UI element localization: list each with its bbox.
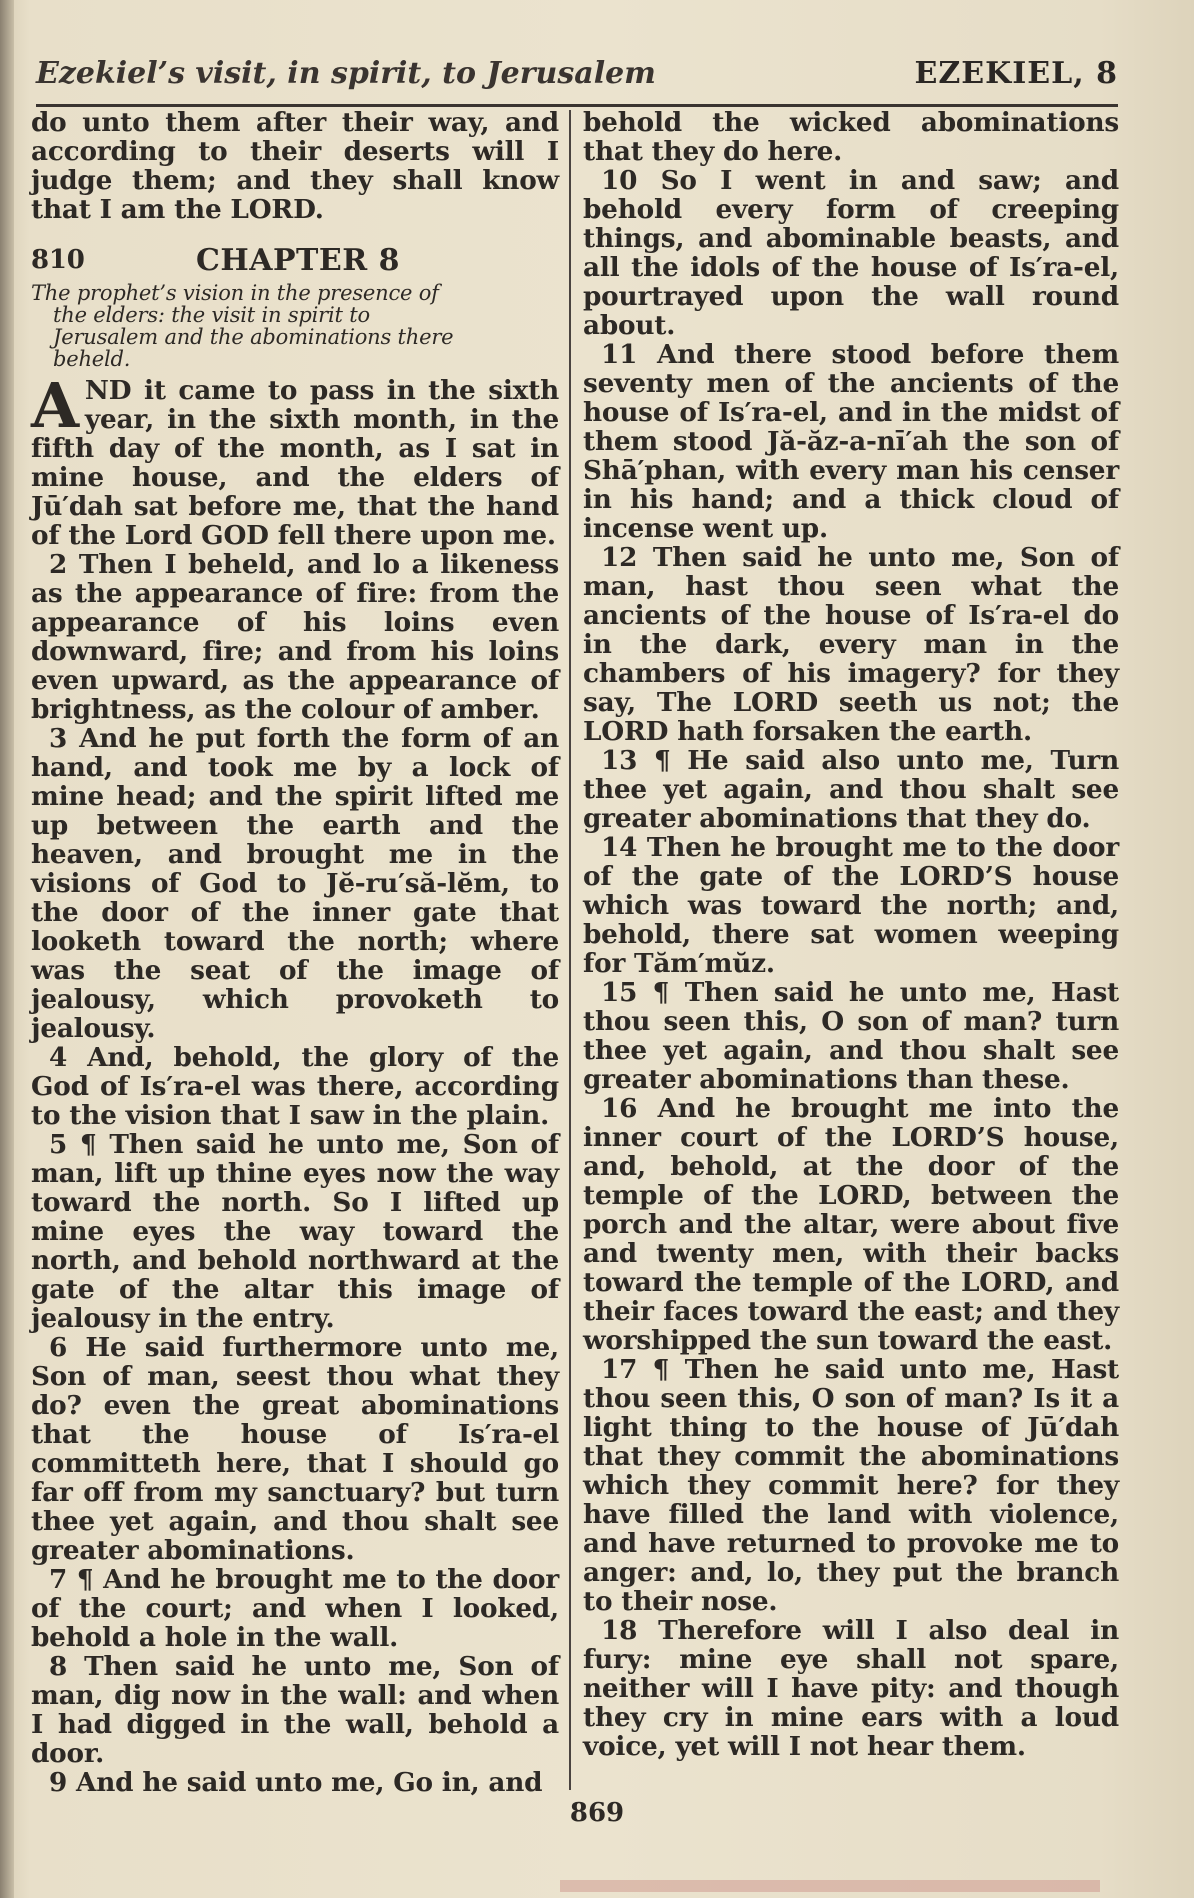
header-book-chapter: EZEKIEL, 8 — [914, 56, 1118, 91]
verse: 13 ¶ He said also unto me, Turn thee yet again, and thou shalt see greater abominations that they do. — [583, 745, 1119, 834]
drop-cap: A — [31, 369, 79, 442]
column-divider — [569, 110, 571, 1790]
header-topic: Ezekiel’s visit, in spirit, to Jerusalem — [36, 56, 656, 91]
verse: 14 Then he brought me to the door of the gate of the LORD’S house which was toward the north; and, behold, there sat women weeping for Tăm′mŭz. — [583, 832, 1119, 979]
verse: 16 And he brought me into the inner court of the LORD’S house, and, behold, at the door of the temple of the LORD, between the porch and the altar, were about five and twenty men, with their backs toward the temple of the LORD, and their faces toward the east; and they worshipped the sun toward the east. — [583, 1093, 1119, 1356]
running-header — [36, 52, 1118, 102]
verse-1 — [31, 369, 559, 551]
verse: 3 And he put forth the form of an hand, and took me by a lock of mine head; and the spirit lifted me up between the earth and the heaven, and brought me in the visions of God to Jĕ-ru′să-lĕm, to the door of the inner gate that looketh toward the north; where was the seat of the image of jealousy, which provoketh to jealousy. — [31, 723, 559, 1044]
chapter-title: CHAPTER 8 — [196, 243, 400, 278]
page-edge-stain — [560, 1880, 1100, 1892]
verse: 18 Therefore will I also deal in fury: mine eye shall not spare, neither will I have pity: and though they cry in mine ears with a loud voice, yet will I not hear them. — [583, 1615, 1119, 1762]
verse: 6 He said furthermore unto me, Son of man, seest thou what they do? even the great abominations that the house of Is′ra-el committeth here, that I should go far off from my sanctuary? but turn thee yet again, and thou shalt see greater abominations. — [31, 1332, 559, 1566]
page-number: 869 — [569, 1798, 625, 1828]
verse: 5 ¶ Then said he unto me, Son of man, lift up thine eyes now the way toward the north. So I lifted up mine eyes the way toward the north, and behold northward at the gate of the altar this image of jealousy in the entry. — [31, 1129, 559, 1334]
continuation-text: behold the wicked abominations that they do here. — [583, 107, 1119, 167]
verse: 7 ¶ And he brought me to the door of the court; and when I looked, behold a hole in the wall. — [31, 1564, 559, 1653]
verse: 10 So I went in and saw; and behold every form of creeping things, and abominable beasts, and all the idols of the house of Is′ra-el, pourtrayed upon the wall round about. — [583, 165, 1119, 341]
left-column — [31, 108, 559, 1797]
verse: 12 Then said he unto me, Son of man, hast thou seen what the ancients of the house of Is′ra-el do in the dark, every man in the chambers of his imagery? for they say, The LORD seeth us not; the LORD hath forsaken the earth. — [583, 542, 1119, 747]
book-binding-edge — [0, 0, 14, 1898]
verse: 2 Then I beheld, and lo a likeness as the appearance of fire: from the appearance of his loins even downward, fire; and from his loins even upward, as the appearance of brightness, as the colour of amber. — [31, 549, 559, 725]
summary-line: beheld. — [53, 347, 131, 371]
chapter-heading — [31, 243, 559, 278]
right-column — [583, 108, 1119, 1761]
verse: 15 ¶ Then said he unto me, Hast thou seen this, O son of man? turn thee yet again, and thou shalt see greater abominations than these. — [583, 977, 1119, 1095]
summary-line: the elders: the visit in spirit to — [53, 303, 370, 327]
verse: 4 And, behold, the glory of the God of Is′ra-el was there, according to the vision that I saw in the plain. — [31, 1042, 559, 1131]
verse: 8 Then said he unto me, Son of man, dig now in the wall: and when I had digged in the wall, behold a door. — [31, 1651, 559, 1769]
continuation-text: do unto them after their way, and according to their deserts will I judge them; and they shall know that I am the LORD. — [31, 107, 559, 225]
verse: 17 ¶ Then he said unto me, Hast thou seen this, O son of man? Is it a light thing to the house of Jū′dah that they commit the abominations which they commit here? for they have filled the land with violence, and have returned to provoke me to anger: and, lo, they put the branch to their nose. — [583, 1354, 1119, 1617]
summary-line: Jerusalem and the abominations there — [53, 325, 454, 349]
chapter-summary — [31, 282, 559, 370]
verse: 9 And he said unto me, Go in, and — [49, 1767, 543, 1798]
chapter-reference-number: 810 — [31, 245, 85, 275]
verse: 11 And there stood before them seventy men of the ancients of the house of Is′ra-el, and in the midst of them stood Jă-ăz-a-nī′ah the son of Shā′phan, with every man his censer in his hand; and a thick cloud of incense went up. — [583, 339, 1119, 544]
verse-1-text: ND it came to pass in the sixth year, in the sixth month, in the fifth day of the month, as I sat in mine house, and the elders of Jū′dah sat before me, that the hand of the Lord GOD fell there upon me. — [31, 375, 559, 551]
summary-line: The prophet’s vision in the presence of — [31, 281, 439, 305]
